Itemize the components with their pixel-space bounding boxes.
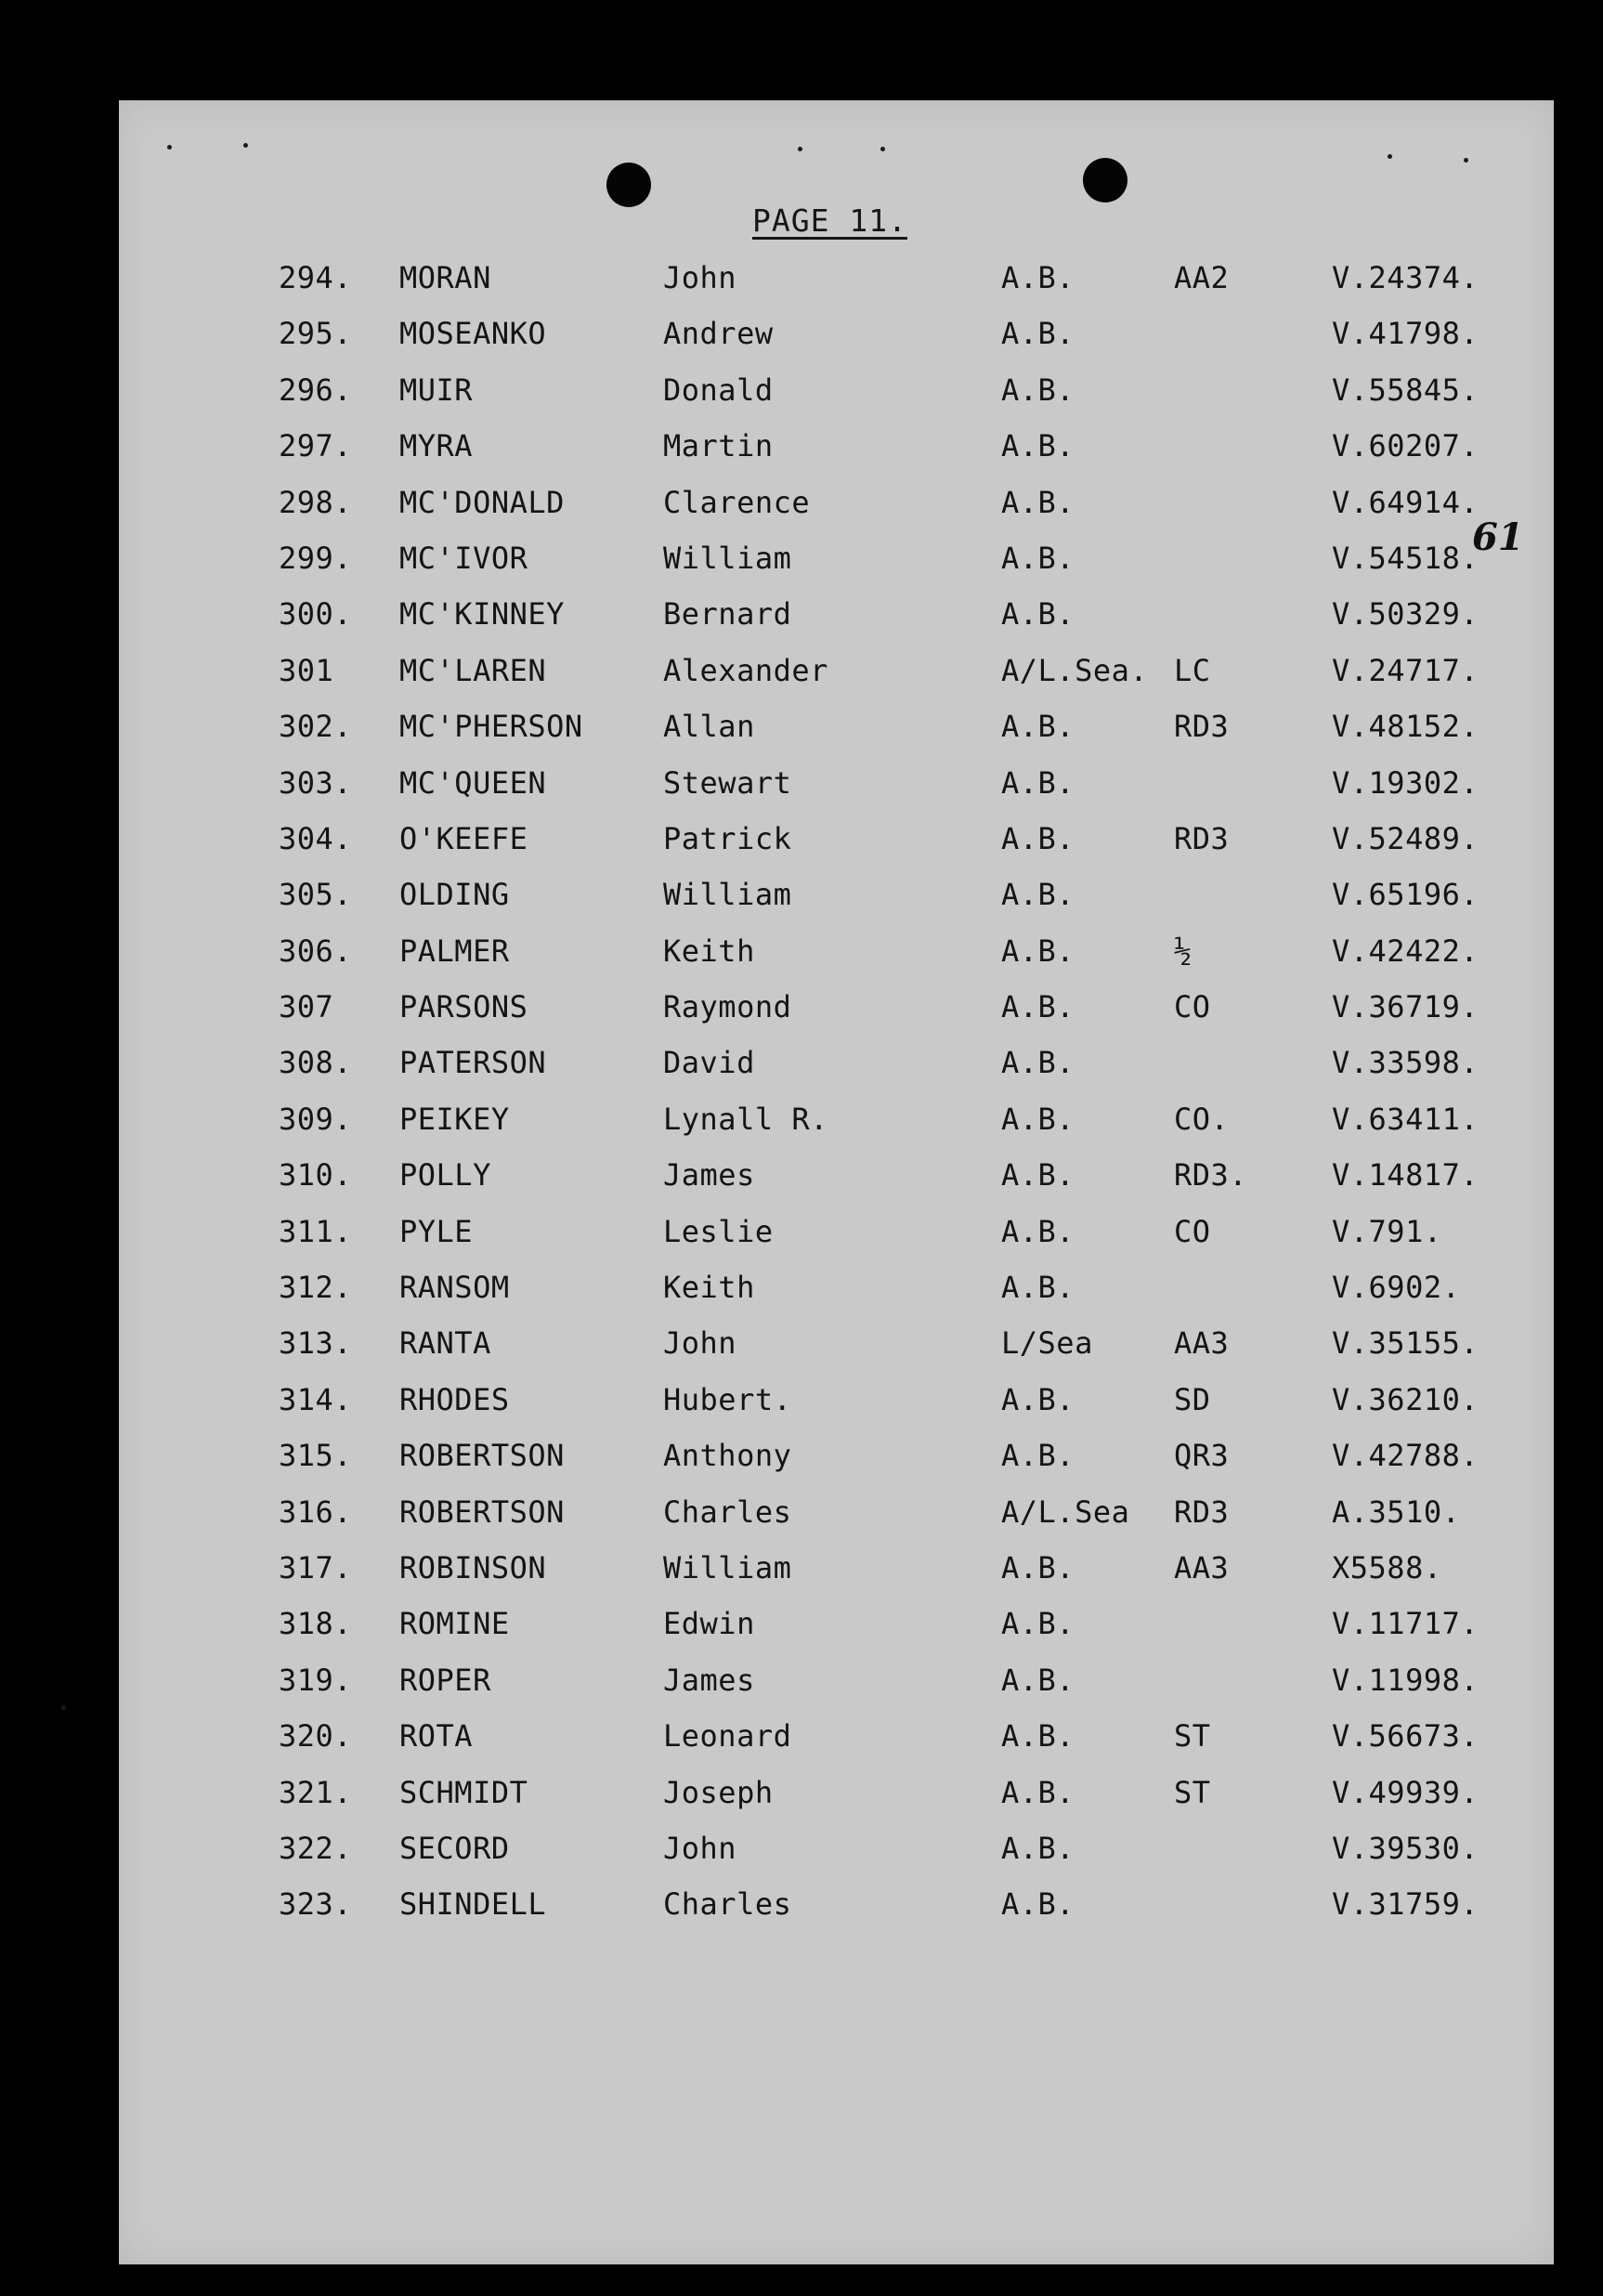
entry-number: 294.	[279, 260, 353, 295]
official-number: V.49939.	[1332, 1774, 1479, 1810]
roster-row	[0, 254, 1603, 310]
scan-speck	[1388, 154, 1392, 159]
rank: A.B.	[1001, 260, 1075, 295]
given-name: William	[663, 1549, 792, 1585]
official-number: V.31759.	[1332, 1886, 1479, 1923]
official-number: V.19302.	[1332, 764, 1479, 801]
official-number: V.42788.	[1332, 1438, 1479, 1474]
official-number: V.50329.	[1332, 596, 1479, 633]
page-title: PAGE 11.	[752, 202, 907, 239]
given-name: James	[663, 1157, 755, 1194]
roster-row	[0, 591, 1603, 646]
entry-number: 316.	[279, 1494, 353, 1530]
entry-number: 306.	[279, 933, 353, 969]
surname: MC'IVOR	[399, 540, 528, 576]
roster-row	[0, 1657, 1603, 1713]
roster-row	[0, 703, 1603, 759]
entry-number: 319.	[279, 1662, 353, 1698]
roster-row	[0, 1769, 1603, 1825]
official-number: V.41798.	[1332, 316, 1479, 352]
rank: A.B.	[1001, 1886, 1075, 1923]
roster-row	[0, 760, 1603, 815]
roster-row	[0, 479, 1603, 535]
official-number: V.36210.	[1332, 1381, 1479, 1417]
official-number: V.63411.	[1332, 1101, 1479, 1137]
official-number: V.55845.	[1332, 372, 1479, 408]
roster-row	[0, 1600, 1603, 1656]
surname: SHINDELL	[399, 1886, 547, 1923]
rank: A.B.	[1001, 1381, 1075, 1417]
qualification: RD3	[1174, 709, 1230, 745]
surname: MC'KINNEY	[399, 596, 565, 633]
qualification: CO	[1174, 989, 1211, 1025]
qualification: SD	[1174, 1381, 1211, 1417]
surname: ROBERTSON	[399, 1438, 565, 1474]
rank: L/Sea	[1001, 1325, 1093, 1362]
surname: ROBINSON	[399, 1549, 547, 1585]
rank: A.B.	[1001, 484, 1075, 520]
entry-number: 323.	[279, 1886, 353, 1923]
rank: A.B.	[1001, 1157, 1075, 1194]
official-number: V.60207.	[1332, 428, 1479, 464]
surname: MYRA	[399, 428, 474, 464]
entry-number: 315.	[279, 1438, 353, 1474]
given-name: Leonard	[663, 1718, 792, 1755]
given-name: Andrew	[663, 316, 774, 352]
entry-number: 318.	[279, 1606, 353, 1642]
surname: SCHMIDT	[399, 1774, 528, 1810]
given-name: Alexander	[663, 652, 828, 688]
official-number: V.64914.	[1332, 484, 1479, 520]
entry-number: 308.	[279, 1045, 353, 1081]
rank: A.B.	[1001, 1606, 1075, 1642]
qualification: AA3	[1174, 1325, 1230, 1362]
entry-number: 311.	[279, 1213, 353, 1249]
rank: A.B.	[1001, 372, 1075, 408]
rank: A/L.Sea.	[1001, 652, 1149, 688]
surname: MC'QUEEN	[399, 764, 547, 801]
roster-row	[0, 1432, 1603, 1488]
scan-speck	[880, 147, 885, 151]
given-name: Raymond	[663, 989, 792, 1025]
official-number: V.24717.	[1332, 652, 1479, 688]
entry-number: 321.	[279, 1774, 353, 1810]
rank: A.B.	[1001, 933, 1075, 969]
given-name: Lynall R.	[663, 1101, 828, 1137]
official-number: V.11998.	[1332, 1662, 1479, 1698]
official-number: V.11717.	[1332, 1606, 1479, 1642]
rank: A.B.	[1001, 989, 1075, 1025]
punch-hole-right	[1083, 158, 1127, 202]
official-number: V.36719.	[1332, 989, 1479, 1025]
surname: PEIKEY	[399, 1101, 510, 1137]
rank: A.B.	[1001, 596, 1075, 633]
surname: RANSOM	[399, 1270, 510, 1306]
roster-row	[0, 535, 1603, 591]
rank: A.B.	[1001, 1045, 1075, 1081]
entry-number: 313.	[279, 1325, 353, 1362]
given-name: Anthony	[663, 1438, 792, 1474]
qualification: AA3	[1174, 1549, 1230, 1585]
crew-roster	[0, 254, 1603, 1937]
scan-speck	[167, 145, 172, 150]
rank: A.B.	[1001, 709, 1075, 745]
roster-row	[0, 815, 1603, 871]
official-number: V.35155.	[1332, 1325, 1479, 1362]
roster-row	[0, 984, 1603, 1039]
surname: SECORD	[399, 1830, 510, 1866]
scan-speck	[243, 143, 248, 148]
rank: A.B.	[1001, 1830, 1075, 1866]
surname: MORAN	[399, 260, 491, 295]
given-name: Stewart	[663, 764, 792, 801]
official-number: X5588.	[1332, 1549, 1442, 1585]
entry-number: 305.	[279, 877, 353, 913]
roster-row	[0, 367, 1603, 423]
rank: A.B.	[1001, 1270, 1075, 1306]
surname: ROTA	[399, 1718, 474, 1755]
surname: RANTA	[399, 1325, 491, 1362]
qualification: AA2	[1174, 260, 1230, 295]
roster-row	[0, 1152, 1603, 1207]
margin-page-number: 61	[1472, 515, 1524, 559]
given-name: Bernard	[663, 596, 792, 633]
roster-row	[0, 1208, 1603, 1264]
qualification: CO.	[1174, 1101, 1230, 1137]
qualification: LC	[1174, 652, 1211, 688]
entry-number: 312.	[279, 1270, 353, 1306]
rank: A.B.	[1001, 1662, 1075, 1698]
qualification: RD3	[1174, 1494, 1230, 1530]
roster-row	[0, 1881, 1603, 1937]
roster-row	[0, 647, 1603, 703]
roster-row	[0, 1376, 1603, 1432]
surname: MC'DONALD	[399, 484, 565, 520]
rank: A.B.	[1001, 1718, 1075, 1755]
surname: PATERSON	[399, 1045, 547, 1081]
surname: MUIR	[399, 372, 474, 408]
official-number: V.48152.	[1332, 709, 1479, 745]
given-name: Hubert.	[663, 1381, 792, 1417]
entry-number: 295.	[279, 316, 353, 352]
given-name: James	[663, 1662, 755, 1698]
rank: A.B.	[1001, 316, 1075, 352]
entry-number: 297.	[279, 428, 353, 464]
entry-number: 302.	[279, 709, 353, 745]
roster-row	[0, 871, 1603, 927]
entry-number: 320.	[279, 1718, 353, 1755]
official-number: V.33598.	[1332, 1045, 1479, 1081]
entry-number: 304.	[279, 820, 353, 856]
rank: A.B.	[1001, 1438, 1075, 1474]
entry-number: 300.	[279, 596, 353, 633]
entry-number: 299.	[279, 540, 353, 576]
official-number: V.39530.	[1332, 1830, 1479, 1866]
given-name: William	[663, 877, 792, 913]
given-name: Charles	[663, 1886, 792, 1923]
given-name: John	[663, 1830, 737, 1866]
entry-number: 310.	[279, 1157, 353, 1194]
surname: ROPER	[399, 1662, 491, 1698]
qualification: ST	[1174, 1718, 1211, 1755]
entry-number: 317.	[279, 1549, 353, 1585]
rank: A.B.	[1001, 820, 1075, 856]
entry-number: 307	[279, 989, 334, 1025]
rank: A.B.	[1001, 1549, 1075, 1585]
scan-speck	[1464, 158, 1468, 163]
rank: A.B.	[1001, 1213, 1075, 1249]
given-name: Edwin	[663, 1606, 755, 1642]
rank: A.B.	[1001, 764, 1075, 801]
official-number: V.56673.	[1332, 1718, 1479, 1755]
official-number: V.52489.	[1332, 820, 1479, 856]
given-name: Leslie	[663, 1213, 774, 1249]
surname: MOSEANKO	[399, 316, 547, 352]
qualification: QR3	[1174, 1438, 1230, 1474]
rank: A.B.	[1001, 877, 1075, 913]
roster-row	[0, 1320, 1603, 1376]
given-name: Donald	[663, 372, 774, 408]
given-name: Keith	[663, 1270, 755, 1306]
surname: POLLY	[399, 1157, 491, 1194]
surname: ROBERTSON	[399, 1494, 565, 1530]
entry-number: 309.	[279, 1101, 353, 1137]
official-number: V.791.	[1332, 1213, 1442, 1249]
punch-hole-left	[606, 163, 651, 207]
scan-speck	[798, 147, 802, 151]
given-name: Joseph	[663, 1774, 774, 1810]
given-name: Allan	[663, 709, 755, 745]
official-number: A.3510.	[1332, 1494, 1461, 1530]
roster-row	[0, 928, 1603, 984]
given-name: Keith	[663, 933, 755, 969]
rank: A.B.	[1001, 540, 1075, 576]
given-name: Clarence	[663, 484, 811, 520]
entry-number: 303.	[279, 764, 353, 801]
given-name: John	[663, 1325, 737, 1362]
surname: O'KEEFE	[399, 820, 528, 856]
qualification: ST	[1174, 1774, 1211, 1810]
given-name: Patrick	[663, 820, 792, 856]
surname: MC'PHERSON	[399, 709, 583, 745]
surname: MC'LAREN	[399, 652, 547, 688]
surname: PYLE	[399, 1213, 474, 1249]
official-number: V.65196.	[1332, 877, 1479, 913]
rank: A/L.Sea	[1001, 1494, 1130, 1530]
surname: OLDING	[399, 877, 510, 913]
rank: A.B.	[1001, 1101, 1075, 1137]
qualification: RD3.	[1174, 1157, 1248, 1194]
official-number: V.14817.	[1332, 1157, 1479, 1194]
given-name: David	[663, 1045, 755, 1081]
given-name: Charles	[663, 1494, 792, 1530]
roster-row	[0, 423, 1603, 478]
roster-row	[0, 1039, 1603, 1095]
surname: PALMER	[399, 933, 510, 969]
roster-row	[0, 1489, 1603, 1545]
entry-number: 296.	[279, 372, 353, 408]
roster-row	[0, 1264, 1603, 1320]
qualification: ½	[1174, 933, 1192, 969]
qualification: CO	[1174, 1213, 1211, 1249]
surname: ROMINE	[399, 1606, 510, 1642]
official-number: V.24374.	[1332, 260, 1479, 295]
given-name: William	[663, 540, 792, 576]
entry-number: 322.	[279, 1830, 353, 1866]
official-number: V.42422.	[1332, 933, 1479, 969]
entry-number: 301	[279, 652, 334, 688]
qualification: RD3	[1174, 820, 1230, 856]
rank: A.B.	[1001, 1774, 1075, 1810]
surname: PARSONS	[399, 989, 528, 1025]
roster-row	[0, 310, 1603, 366]
entry-number: 298.	[279, 484, 353, 520]
rank: A.B.	[1001, 428, 1075, 464]
roster-row	[0, 1825, 1603, 1881]
roster-row	[0, 1545, 1603, 1600]
entry-number: 314.	[279, 1381, 353, 1417]
given-name: Martin	[663, 428, 774, 464]
roster-row	[0, 1096, 1603, 1152]
surname: RHODES	[399, 1381, 510, 1417]
given-name: John	[663, 260, 737, 295]
roster-row	[0, 1713, 1603, 1768]
official-number: V.54518.	[1332, 540, 1479, 576]
official-number: V.6902.	[1332, 1270, 1461, 1306]
